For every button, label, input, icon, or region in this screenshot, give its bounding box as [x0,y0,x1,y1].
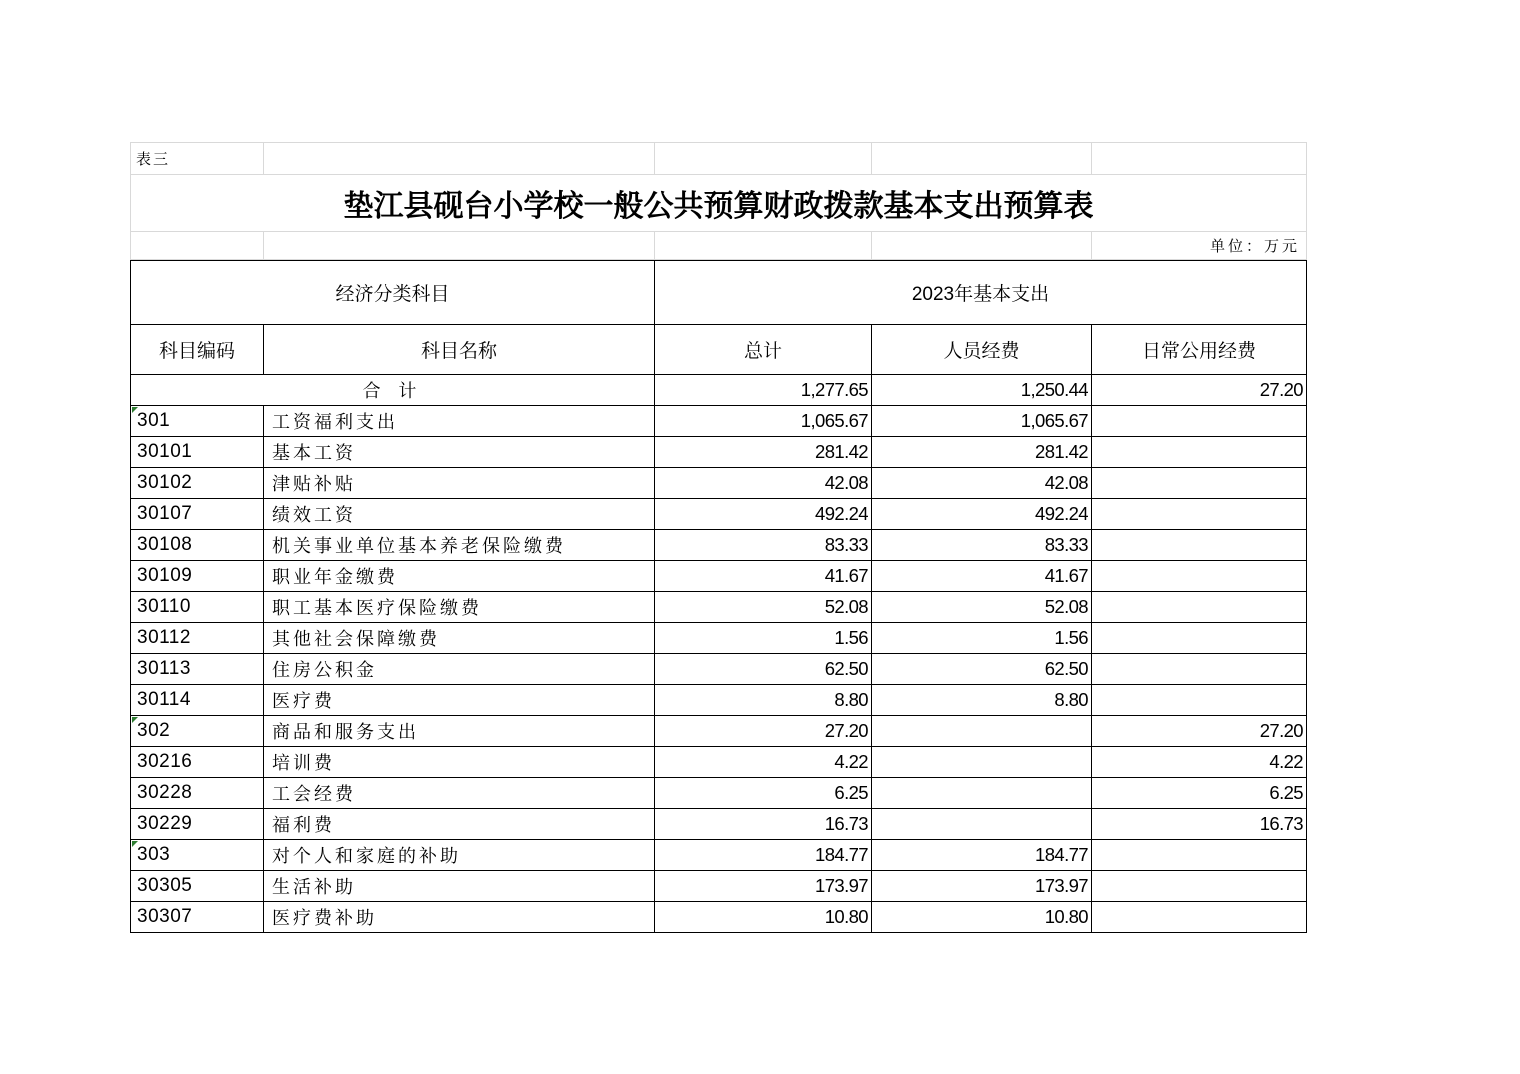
amount-total [655,530,872,561]
subject-code-text: 30305 [137,875,193,896]
subject-name-text: 住房公积金 [272,660,377,681]
subject-code [130,561,264,592]
amount-total [655,499,872,530]
subject-name-text: 医疗费 [272,691,335,712]
subject-name [264,468,655,499]
table-row [130,561,1307,592]
subject-code-text: 30107 [137,503,193,524]
amount-personnel [872,468,1092,499]
subject-name [264,592,655,623]
subject-name [264,902,655,933]
subject-name-text: 绩效工资 [272,505,356,526]
amount-total [655,902,872,933]
title-row [130,175,1307,232]
amount-public-text: 4.22 [1269,751,1303,772]
table-row [130,871,1307,902]
amount-personnel [872,561,1092,592]
amount-personnel [872,530,1092,561]
empty-cell [264,142,655,175]
amount-total-text: 52.08 [824,596,868,617]
amount-personnel-text: 62.50 [1044,658,1088,679]
amount-public [1092,809,1307,840]
subject-code [130,406,264,437]
table-row [130,778,1307,809]
amount-personnel [872,778,1092,809]
subject-code-text: 30228 [137,782,193,803]
amount-public-text: 6.25 [1269,782,1303,803]
table-row [130,437,1307,468]
subject-code [130,809,264,840]
amount-total-text: 41.67 [824,565,868,586]
subject-name [264,809,655,840]
amount-public [1092,685,1307,716]
subject-code-text: 301 [137,410,171,431]
amount-personnel [872,654,1092,685]
amount-personnel-text: 42.08 [1044,472,1088,493]
subject-name [264,561,655,592]
amount-total [655,809,872,840]
name-header: 科目名称 [264,325,655,375]
subject-code [130,592,264,623]
table-row [130,716,1307,747]
amount-public [1092,654,1307,685]
header-row-1 [130,260,1307,325]
subject-name [264,840,655,871]
amount-total [655,871,872,902]
amount-personnel [872,840,1092,871]
empty-cell [130,232,264,260]
empty-cell [655,232,872,260]
total-row [130,375,1307,406]
amount-total [655,716,872,747]
sheet-label-row [130,142,1307,175]
subject-code-text: 30113 [137,658,191,679]
subject-code [130,499,264,530]
subject-name-text: 商品和服务支出 [272,722,419,743]
amount-public [1092,902,1307,933]
subject-name [264,530,655,561]
total-public: 27.20 [1092,375,1307,406]
subject-code [130,437,264,468]
amount-total [655,778,872,809]
amount-personnel-text: 492.24 [1035,503,1088,524]
amount-total [655,623,872,654]
amount-personnel-text: 52.08 [1044,596,1088,617]
amount-total-text: 27.20 [824,720,868,741]
subject-name [264,499,655,530]
amount-personnel [872,716,1092,747]
subject-name-text: 职工基本医疗保险缴费 [272,598,482,619]
empty-cell [872,142,1092,175]
amount-personnel-text: 8.80 [1054,689,1088,710]
subject-code [130,530,264,561]
amount-total-text: 492.24 [815,503,868,524]
table-row [130,747,1307,778]
subject-name-text: 福利费 [272,815,335,836]
table-row [130,809,1307,840]
subject-name-text: 工资福利支出 [272,412,398,433]
public-header: 日常公用经费 [1092,325,1307,375]
subject-code [130,716,264,747]
amount-personnel [872,437,1092,468]
subject-code-text: 30109 [137,565,193,586]
amount-total-text: 173.97 [815,875,868,896]
subject-name [264,685,655,716]
table-row [130,468,1307,499]
subject-code-text: 30307 [137,906,193,927]
amount-public [1092,623,1307,654]
subject-name-text: 对个人和家庭的补助 [272,846,461,867]
amount-personnel-text: 83.33 [1044,534,1088,555]
amount-total [655,592,872,623]
table-row [130,592,1307,623]
subject-code [130,747,264,778]
table-row [130,902,1307,933]
sheet-label: 表三 [130,142,264,175]
amount-personnel [872,406,1092,437]
amount-personnel [872,499,1092,530]
amount-total [655,406,872,437]
amount-total-text: 281.42 [815,441,868,462]
page-title: 垫江县砚台小学校一般公共预算财政拨款基本支出预算表 [130,175,1307,232]
amount-total-text: 1,065.67 [800,410,868,431]
total-sum: 1,277.65 [655,375,872,406]
header-row-2 [130,325,1307,375]
amount-public [1092,561,1307,592]
econ-category-header: 经济分类科目 [130,260,655,325]
amount-public [1092,499,1307,530]
subject-code-text: 302 [137,720,171,741]
amount-personnel-text: 1.56 [1054,627,1088,648]
amount-personnel [872,685,1092,716]
amount-personnel [872,809,1092,840]
amount-total [655,654,872,685]
subject-name-text: 其他社会保障缴费 [272,629,440,650]
amount-public [1092,592,1307,623]
table-row [130,840,1307,871]
subject-name [264,623,655,654]
subject-name-text: 津贴补贴 [272,474,356,495]
amount-public [1092,468,1307,499]
year-group-header: 2023年基本支出 [655,260,1307,325]
amount-total-text: 83.33 [824,534,868,555]
amount-personnel [872,623,1092,654]
amount-personnel [872,747,1092,778]
amount-total-text: 8.80 [834,689,868,710]
subject-code-text: 30110 [137,596,191,617]
amount-total-text: 42.08 [824,472,868,493]
table-row [130,406,1307,437]
amount-public [1092,716,1307,747]
subject-code [130,778,264,809]
code-header: 科目编码 [130,325,264,375]
amount-total [655,437,872,468]
amount-personnel-text: 184.77 [1035,844,1088,865]
amount-total [655,685,872,716]
amount-public [1092,437,1307,468]
amount-personnel-text: 1,065.67 [1020,410,1088,431]
amount-personnel-text: 281.42 [1035,441,1088,462]
amount-public [1092,871,1307,902]
subject-name-text: 机关事业单位基本养老保险缴费 [272,536,566,557]
subject-code [130,871,264,902]
subject-name-text: 职业年金缴费 [272,567,398,588]
amount-total [655,747,872,778]
total-label: 合 计 [130,375,655,406]
subject-code-text: 30229 [137,813,193,834]
personnel-header: 人员经费 [872,325,1092,375]
empty-cell [655,142,872,175]
amount-total-text: 184.77 [815,844,868,865]
subject-code-text: 30114 [137,689,191,710]
amount-personnel [872,592,1092,623]
comment-indicator-icon [132,407,138,413]
amount-total-text: 16.73 [824,813,868,834]
amount-public [1092,406,1307,437]
amount-public [1092,778,1307,809]
subject-name [264,778,655,809]
amount-personnel-text: 173.97 [1035,875,1088,896]
subject-name [264,716,655,747]
subject-code-text: 30101 [137,441,193,462]
subject-code [130,654,264,685]
subject-name [264,654,655,685]
subject-name [264,747,655,778]
comment-indicator-icon [132,717,138,723]
subject-name [264,406,655,437]
amount-personnel [872,902,1092,933]
subject-name-text: 培训费 [272,753,335,774]
table-row [130,530,1307,561]
amount-public-text: 16.73 [1259,813,1303,834]
amount-total-text: 62.50 [824,658,868,679]
amount-personnel [872,871,1092,902]
amount-total-text: 4.22 [834,751,868,772]
comment-indicator-icon [132,841,138,847]
subject-name [264,437,655,468]
empty-cell [264,232,655,260]
amount-personnel-text: 10.80 [1044,906,1088,927]
amount-public [1092,747,1307,778]
subject-name-text: 生活补助 [272,877,356,898]
table-row [130,685,1307,716]
amount-public [1092,530,1307,561]
subject-code-text: 30102 [137,472,193,493]
total-personnel: 1,250.44 [872,375,1092,406]
table-row [130,654,1307,685]
unit-row [130,232,1307,260]
amount-total [655,561,872,592]
amount-public-text: 27.20 [1259,720,1303,741]
amount-total [655,468,872,499]
amount-public [1092,840,1307,871]
subject-code-text: 303 [137,844,171,865]
unit-label: 单位：万元 [1092,232,1307,260]
amount-total-text: 10.80 [824,906,868,927]
table-row [130,499,1307,530]
amount-total-text: 6.25 [834,782,868,803]
subject-name-text: 基本工资 [272,443,356,464]
subject-code [130,468,264,499]
subject-code-text: 30112 [137,627,191,648]
subject-code-text: 30216 [137,751,193,772]
subject-code [130,902,264,933]
subject-name-text: 工会经费 [272,784,356,805]
subject-code [130,840,264,871]
total-header: 总计 [655,325,872,375]
table-row [130,623,1307,654]
subject-name-text: 医疗费补助 [272,908,377,929]
amount-total [655,840,872,871]
amount-total-text: 1.56 [834,627,868,648]
subject-code [130,623,264,654]
subject-code-text: 30108 [137,534,193,555]
empty-cell [872,232,1092,260]
subject-name [264,871,655,902]
empty-cell [1092,142,1307,175]
subject-code [130,685,264,716]
amount-personnel-text: 41.67 [1044,565,1088,586]
